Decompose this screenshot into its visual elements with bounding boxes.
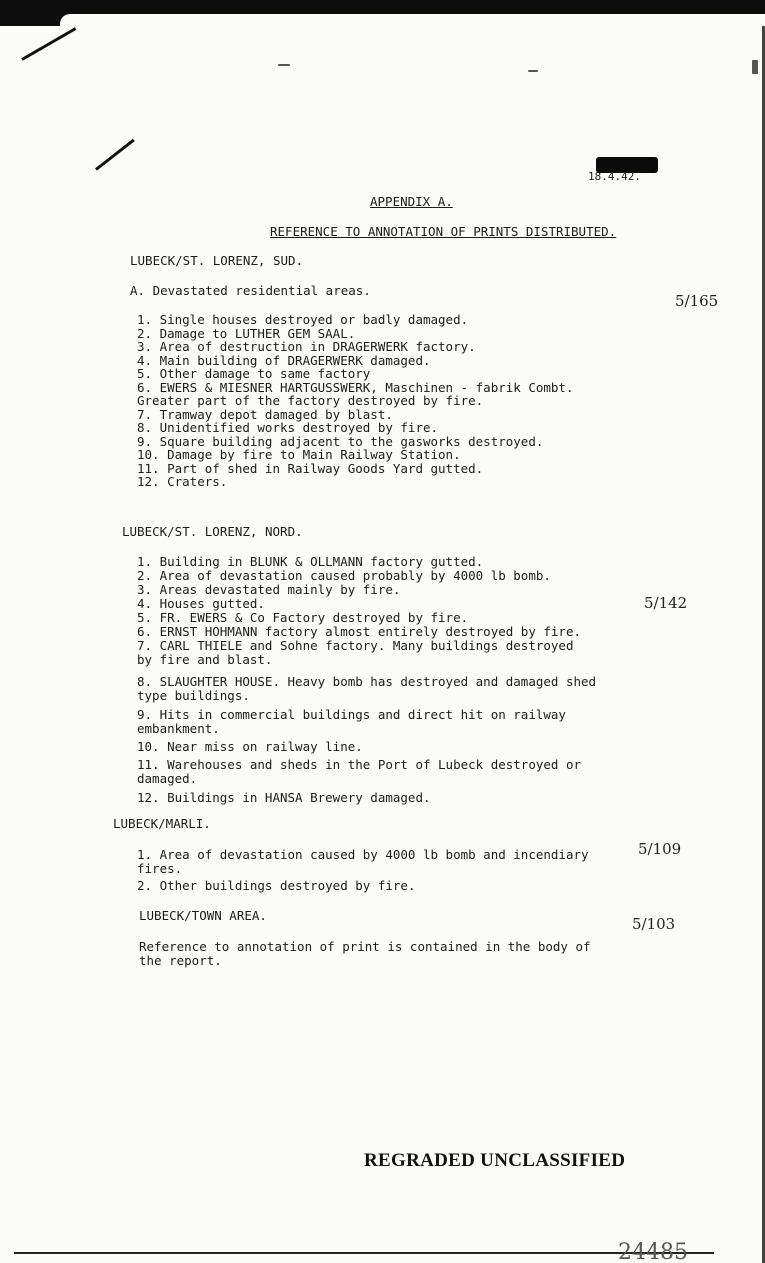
list-item: 11. Part of shed in Railway Goods Yard gutted. (137, 460, 484, 476)
bottom-rule (14, 1252, 714, 1254)
list-item: 2. Damage to LUTHER GEM SAAL. (137, 325, 356, 341)
speck-mark (278, 64, 290, 66)
body-text: Reference to annotation of print is contained in the body of (139, 939, 591, 954)
list-item: 8. Unidentified works destroyed by fire. (137, 420, 439, 435)
list-item: 3. Areas devastated mainly by fire. (137, 582, 401, 597)
list-item: 8. SLAUGHTER HOUSE. Heavy bomb has destroyed and damaged shed (137, 674, 597, 689)
pen-mark (21, 27, 76, 61)
corner-note: 24485 (618, 1240, 688, 1263)
list-item: 4. Main building of DRAGERWERK damaged. (137, 352, 431, 368)
print-reference: 5/109 (638, 840, 682, 858)
document-subtitle: REFERENCE TO ANNOTATION OF PRINTS DISTRIBUTED. (270, 224, 617, 239)
list-item: 5. FR. EWERS & Co Factory destroyed by fire. (137, 610, 469, 625)
print-reference: 5/103 (632, 915, 676, 933)
list-item: 1. Single houses destroyed or badly damaged. (137, 312, 469, 327)
list-item: fires. (137, 861, 183, 876)
list-item: 9. Hits in commercial buildings and direct hit on railway (137, 707, 566, 722)
body-text: the report. (139, 953, 222, 968)
list-item: 9. Square building adjacent to the gasworks destroyed. (137, 433, 544, 449)
classification-stamp: REGRADED UNCLASSIFIED (364, 1150, 626, 1171)
list-item: 3. Area of destruction in DRAGERWERK factory. (137, 339, 476, 354)
list-item: Greater part of the factory destroyed by fire. (137, 393, 484, 408)
scan-top-border-edge (60, 14, 765, 26)
list-item: by fire and blast. (137, 652, 273, 667)
list-item: type buildings. (137, 688, 250, 703)
document-date: 18.4.42. (588, 170, 641, 183)
list-item: embankment. (137, 721, 220, 736)
list-item: 7. CARL THIELE and Sohne factory. Many buildings destroyed (137, 638, 574, 653)
list-item: 2. Area of devastation caused probably by 4000 lb bomb. (137, 568, 551, 583)
list-item: 7. Tramway depot damaged by blast. (137, 406, 393, 422)
list-item: 1. Area of devastation caused by 4000 lb bomb and incendiary (137, 847, 589, 862)
section-subheading: A. Devastated residential areas. (130, 283, 371, 298)
section-heading: LUBECK/TOWN AREA. (139, 908, 267, 923)
appendix-title: APPENDIX A. (370, 194, 453, 209)
speck-mark (528, 70, 538, 72)
section-heading: LUBECK/ST. LORENZ, NORD. (122, 524, 303, 539)
list-item: 4. Houses gutted. (137, 596, 265, 611)
list-item: 12. Buildings in HANSA Brewery damaged. (137, 790, 431, 805)
list-item: 11. Warehouses and sheds in the Port of Lubeck destroyed or (137, 757, 582, 772)
list-item: 6. ERNST HOHMANN factory almost entirely destroyed by fire. (137, 624, 582, 639)
speck-mark (752, 60, 758, 74)
section-heading: LUBECK/ST. LORENZ, SUD. (130, 253, 304, 268)
list-item: 12. Craters. (137, 474, 228, 489)
list-item: 10. Near miss on railway line. (137, 739, 363, 754)
section-heading: LUBECK/MARLI. (113, 816, 211, 831)
list-item: damaged. (137, 771, 198, 786)
list-item: 5. Other damage to same factory (137, 366, 371, 381)
list-item: 1. Building in BLUNK & OLLMANN factory gutted. (137, 554, 484, 569)
list-item: 10. Damage by fire to Main Railway Station. (137, 447, 461, 462)
pen-mark (95, 139, 135, 171)
list-item: 6. EWERS & MIESNER HARTGUSSWERK, Maschinen - fabrik Combt. (137, 379, 574, 395)
list-item: 2. Other buildings destroyed by fire. (137, 878, 416, 893)
print-reference: 5/165 (675, 292, 719, 310)
print-reference: 5/142 (644, 594, 688, 612)
